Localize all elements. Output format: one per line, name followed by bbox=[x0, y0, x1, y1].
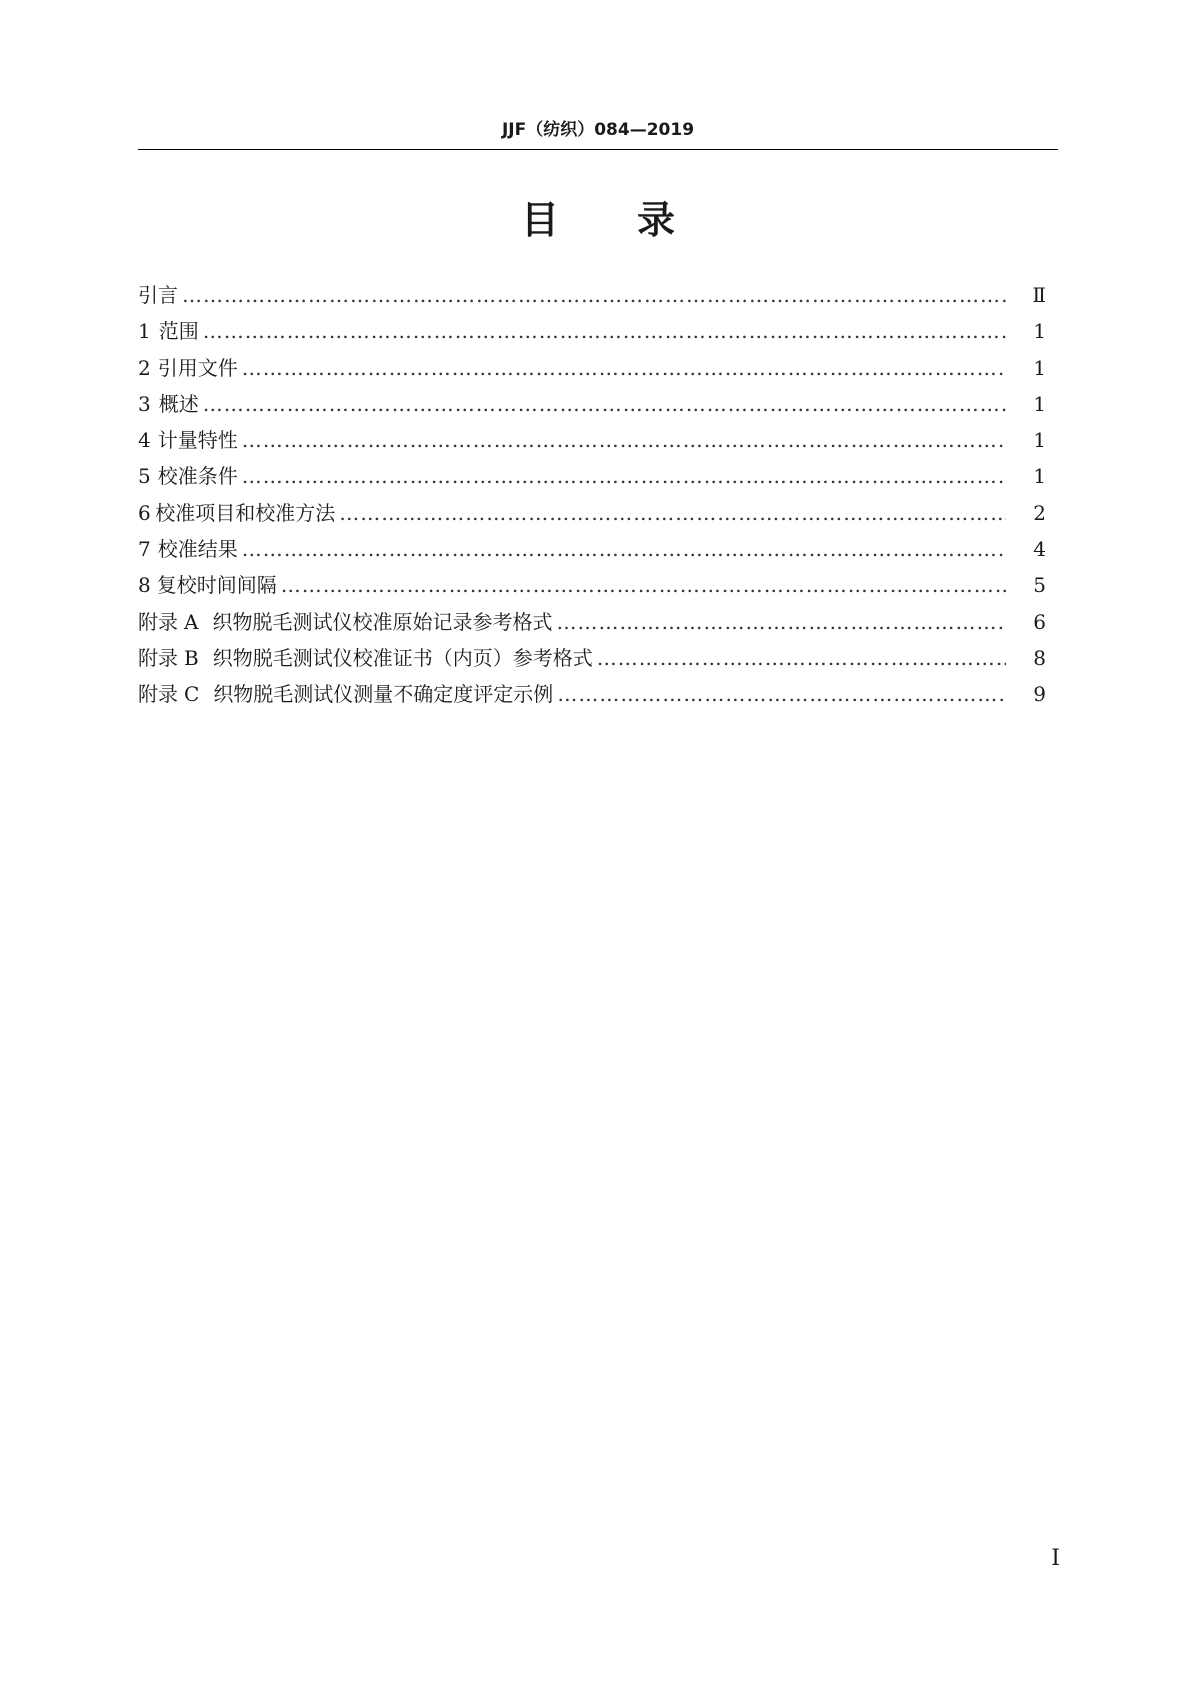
toc-entry-page: 9 bbox=[1033, 682, 1046, 707]
toc-entry-appendix-b[interactable] bbox=[138, 640, 1046, 676]
page-number: Ⅰ bbox=[1051, 1546, 1060, 1571]
dot-leader bbox=[597, 640, 1006, 676]
table-of-contents bbox=[138, 277, 1046, 713]
toc-entry-introduction[interactable] bbox=[138, 277, 1046, 313]
toc-entry-overview[interactable] bbox=[138, 386, 1046, 422]
toc-entry-number: 5 bbox=[138, 464, 151, 489]
toc-entry-normative-references[interactable] bbox=[138, 350, 1046, 386]
toc-entry-number: 8 bbox=[138, 573, 151, 598]
dot-leader bbox=[182, 277, 1006, 313]
toc-entry-page: 1 bbox=[1033, 355, 1046, 380]
dot-leader bbox=[339, 495, 1006, 531]
toc-entry-label: 引言 bbox=[138, 283, 178, 307]
toc-entry-page: 1 bbox=[1033, 428, 1046, 453]
toc-entry-page: 2 bbox=[1033, 500, 1046, 525]
dot-leader bbox=[242, 531, 1006, 567]
toc-entry-label: 织物脱毛测试仪测量不确定度评定示例 bbox=[213, 682, 554, 707]
toc-entry-page: 8 bbox=[1033, 645, 1046, 670]
dot-leader bbox=[281, 567, 1006, 603]
toc-entry-label: 校准项目和校准方法 bbox=[155, 500, 336, 525]
toc-entry-page: 4 bbox=[1033, 537, 1046, 562]
dot-leader bbox=[557, 676, 1006, 712]
toc-entry-number: 7 bbox=[138, 537, 151, 562]
toc-entry-page: 5 bbox=[1033, 573, 1046, 598]
appendix-code: C bbox=[184, 682, 200, 707]
toc-entry-page: 1 bbox=[1033, 319, 1046, 344]
toc-entry-page: 6 bbox=[1033, 609, 1046, 634]
toc-entry-label: 织物脱毛测试仪校准证书（内页）参考格式 bbox=[212, 645, 593, 670]
toc-entry-label: 复校时间间隔 bbox=[156, 573, 277, 598]
toc-entry-calibration-results[interactable] bbox=[138, 531, 1046, 567]
toc-entry-number: 1 bbox=[138, 319, 151, 344]
header-divider bbox=[138, 149, 1058, 150]
dot-leader bbox=[242, 350, 1006, 386]
toc-entry-calibration-conditions[interactable] bbox=[138, 458, 1046, 494]
toc-entry-label: 校准条件 bbox=[157, 464, 238, 489]
toc-entry-label: 引用文件 bbox=[157, 355, 238, 380]
toc-entry-appendix-c[interactable] bbox=[138, 676, 1046, 712]
dot-leader bbox=[203, 386, 1006, 422]
appendix-code: A bbox=[184, 609, 199, 634]
toc-entry-metrological-characteristics[interactable] bbox=[138, 422, 1046, 458]
toc-entry-label: 织物脱毛测试仪校准原始记录参考格式 bbox=[212, 609, 553, 634]
toc-entry-page: 1 bbox=[1033, 464, 1046, 489]
toc-entry-page: Ⅱ bbox=[1032, 283, 1046, 307]
toc-entry-label: 范围 bbox=[158, 319, 199, 344]
dot-leader bbox=[242, 458, 1006, 494]
toc-entry-number: 2 bbox=[138, 355, 151, 380]
toc-entry-number: 3 bbox=[138, 391, 151, 416]
toc-entry-label: 概述 bbox=[158, 391, 199, 416]
toc-entry-label: 计量特性 bbox=[157, 428, 238, 453]
toc-entry-scope[interactable] bbox=[138, 313, 1046, 349]
appendix-code: B bbox=[184, 645, 199, 670]
dot-leader bbox=[556, 604, 1006, 640]
toc-entry-appendix-a[interactable] bbox=[138, 604, 1046, 640]
dot-leader bbox=[242, 422, 1006, 458]
standard-code-header: JJF（纺织）084—2019 bbox=[501, 120, 695, 140]
appendix-prefix: 附录 bbox=[138, 645, 178, 670]
toc-entry-number: 4 bbox=[138, 428, 151, 453]
toc-entry-page: 1 bbox=[1033, 391, 1046, 416]
appendix-prefix: 附录 bbox=[138, 682, 178, 707]
dot-leader bbox=[203, 313, 1006, 349]
toc-entry-label: 校准结果 bbox=[157, 537, 238, 562]
toc-entry-number: 6 bbox=[138, 500, 151, 525]
appendix-prefix: 附录 bbox=[138, 609, 178, 634]
page-title: 目录 bbox=[520, 198, 753, 242]
toc-entry-recalibration-interval[interactable] bbox=[138, 567, 1046, 603]
toc-entry-calibration-items-methods[interactable] bbox=[138, 495, 1046, 531]
